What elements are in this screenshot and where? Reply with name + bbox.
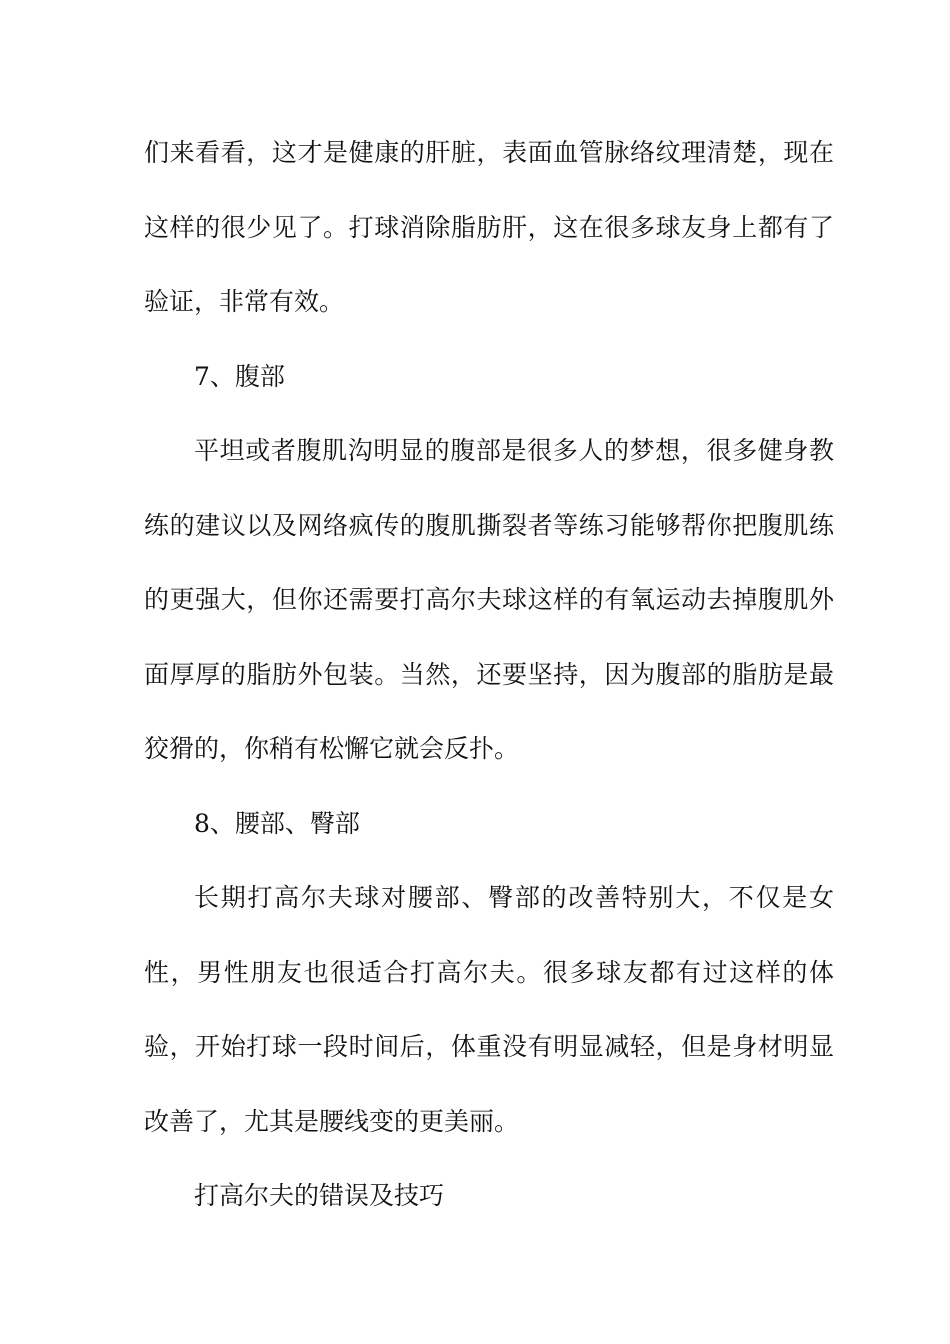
paragraph-liver-continued: 们来看看，这才是健康的肝脏，表面血管脉络纹理清楚，现在这样的很少见了。打球消除脂肪肝，这在很多球友身上都有了验证，非常有效。 <box>144 138 834 316</box>
paragraph-waist-hips: 长期打高尔夫球对腰部、臀部的改善特别大，不仅是女性，男性朋友也很适合打高尔夫。很多球友都有过这样的体验，开始打球一段时间后，体重没有明显减轻，但是身材明显改善了，尤其是腰线变的更美丽。 <box>144 883 834 1136</box>
section-heading-abdomen: 7、腹部 <box>194 361 285 391</box>
document-body <box>144 116 834 1234</box>
section-heading-waist-hips: 8、腰部、臀部 <box>194 808 360 838</box>
paragraph-abdomen: 平坦或者腹肌沟明显的腹部是很多人的梦想，很多健身教练的建议以及网络疯传的腹肌撕裂者等练习能够帮你把腹肌练的更强大，但你还需要打高尔夫球这样的有氧运动去掉腹肌外面厚厚的脂肪外包装。当然，还要坚持，因为腹部的脂肪是最狡猾的，你稍有松懈它就会反扑。 <box>144 436 834 763</box>
section-heading-golf-mistakes: 打高尔夫的错误及技巧 <box>194 1181 445 1210</box>
